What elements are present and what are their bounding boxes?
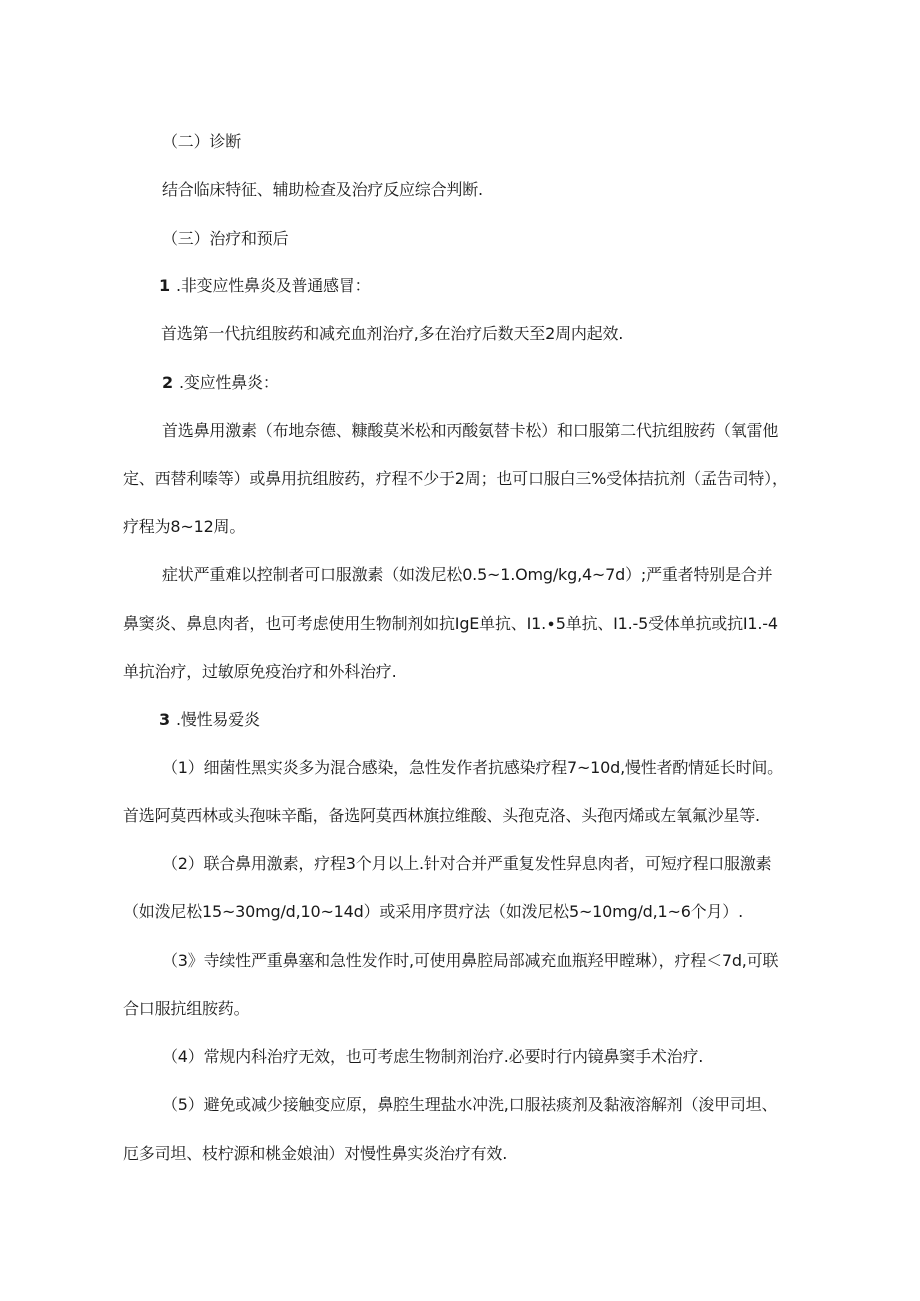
item3-sub3-line: （3》寺续性严重鼻塞和急性发作时,可使用鼻腔局部减充血瓶羟甲瞠琳），疗程＜7d,可联 <box>162 951 779 970</box>
item3-sub1-line: 首选阿莫西林或头孢味辛酯，备选阿莫西林旗拉维酸、头孢克洛、头孢丙烯或左氧氟沙星等. <box>123 806 760 825</box>
item2-heading <box>162 372 279 394</box>
item3-sub5-line: （5）避免或减少接触变应原，鼻腔生理盐水冲洗,口服祛痰剂及黏液溶解剂（浚甲司坦、 <box>162 1095 778 1114</box>
item2-para1-line: 疗程为8~12周。 <box>123 517 246 536</box>
item3-sub1-line: （1）细菌性黑实炎多为混合感染，急性发作者抗感染疗程7~10d,慢性者酌情延长时间。 <box>162 758 783 777</box>
item1-number: 1 <box>159 276 170 295</box>
item2-title: .变应性鼻炎： <box>178 373 279 392</box>
item3-number: 3 <box>159 710 170 729</box>
item1-body: 首选第一代抗组胺药和减充血剂治疗,多在治疗后数天至2周内起效. <box>161 324 624 343</box>
diagnosis-heading: （二）诊断 <box>162 132 242 151</box>
item2-number: 2 <box>162 373 173 392</box>
item3-sub3-line: 合口服抗组胺药。 <box>123 999 250 1018</box>
item2-para2-line: 单抗治疗，过敏原免疫治疗和外科治疗. <box>123 662 397 681</box>
item3-sub2-line: （如泼尼松15~30mg∕d,10~14d）或采用序贯疗法（如泼尼松5~10mg∕d,1~6个月）. <box>123 902 743 921</box>
item2-para2-line: 鼻窦炎、鼻息肉者，也可考虑使用生物制剂如抗IgE单抗、I1.∙5单抗、I1.-5受体单抗或抗I1.-4 <box>123 614 778 633</box>
item3-title: .慢性易爱炎 <box>175 710 260 729</box>
item3-sub2-line: （2）联合鼻用激素，疗程3个月以上.针对合并严重复发性舁息肉者，可短疗程口服激素 <box>162 854 772 873</box>
item2-para1-line: 首选鼻用激素（布地奈德、糠酸莫米松和丙酸氨替卡松）和口服第二代抗组胺药（氧雷他 <box>162 421 779 440</box>
item3-heading <box>159 709 260 731</box>
item3-sub4-line: （4）常规内科治疗无效，也可考虑生物制剂治疗.必要时行内镜鼻窦手术治疗. <box>162 1047 704 1066</box>
item3-sub5-line: 厄多司坦、枝柠源和桃金娘油）对慢性鼻实炎治疗有效. <box>123 1144 508 1163</box>
treatment-heading: （三）治疗和预后 <box>162 229 289 248</box>
diagnosis-body: 结合临床特征、辅助检查及治疗反应综合判断. <box>162 180 483 199</box>
item1-title: .非变应性鼻炎及普通感冒： <box>175 276 371 295</box>
item1-heading <box>159 275 370 297</box>
item2-para2-line: 症状严重难以控制者可口服激素（如泼尼松0.5~1.Omg/kg,4~7d）;严重者特别是合并 <box>162 565 773 584</box>
item2-para1-line: 定、西替利嗪等）或鼻用抗组胺药，疗程不少于2周；也可口服白三%受体拮抗剂（孟告司特）， <box>123 469 788 488</box>
